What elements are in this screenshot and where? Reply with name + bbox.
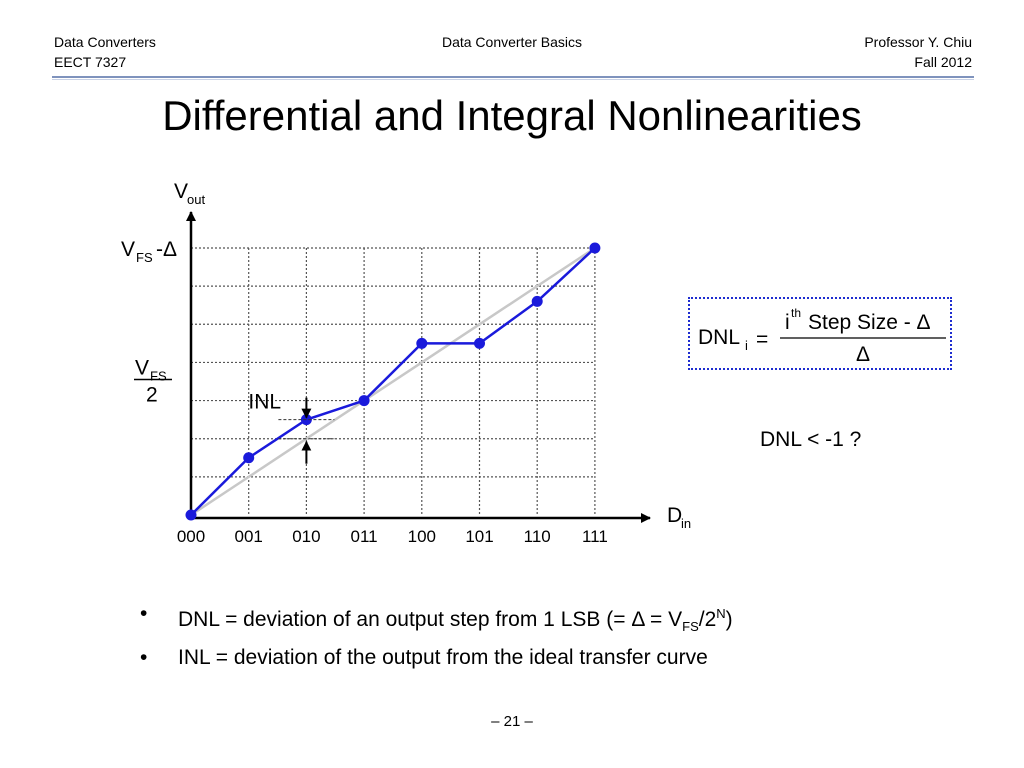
y-tick-half-numerator-subscript: FS: [150, 368, 167, 384]
formula-equals: =: [756, 328, 769, 351]
x-tick-label: 001: [234, 527, 263, 546]
dnl-formula: [690, 299, 950, 368]
course-code: EECT 7327: [54, 54, 127, 70]
bullet-marker: •: [140, 602, 148, 625]
bullet-text-inl: INL = deviation of the output from the ideal transfer curve: [178, 646, 708, 669]
x-tick-label: 010: [292, 527, 321, 546]
bullet-marker: •: [140, 646, 148, 669]
data-point: [589, 243, 600, 254]
formula-denominator: Δ: [856, 343, 871, 366]
y-tick-vfs-minus-delta: V: [121, 238, 136, 261]
dnl-question: DNL < -1 ?: [760, 428, 862, 451]
data-point: [416, 338, 427, 349]
y-tick-half-numerator: V: [135, 356, 150, 380]
x-axis-title: D: [667, 504, 683, 527]
formula-numerator-i: i: [785, 311, 790, 334]
x-tick-label: 111: [581, 527, 608, 546]
data-point: [532, 296, 543, 307]
inl-label: INL: [248, 390, 282, 414]
chart-labels: [121, 180, 691, 546]
x-tick-label: 011: [350, 527, 378, 546]
x-tick-label: 101: [465, 527, 494, 546]
bullet-n-superscript: N: [716, 606, 726, 621]
formula-numerator-rest: Step Size - Δ: [808, 311, 931, 334]
y-tick-half-denominator: 2: [146, 383, 158, 407]
y-axis-title-subscript: out: [187, 192, 206, 207]
x-axis-title-subscript: in: [681, 516, 692, 531]
formula-numerator-sup: th: [791, 306, 802, 320]
bullet-over-2: /2: [698, 608, 717, 631]
instructor-name: Professor Y. Chiu: [864, 34, 972, 50]
inl-annotation: [248, 391, 334, 464]
bullet-item-dnl: [140, 600, 733, 635]
x-tick-label: 110: [523, 527, 551, 546]
formula-lhs: DNL: [698, 326, 741, 349]
data-point: [359, 395, 370, 406]
header-topic: Data Converter Basics: [441, 34, 583, 50]
page-number: – 21 –: [491, 713, 533, 730]
term: Fall 2012: [914, 54, 972, 70]
bullet-item-inl: [140, 644, 733, 672]
bullet-close-paren: ): [725, 608, 733, 631]
ideal-line: [191, 248, 595, 515]
data-point: [186, 510, 197, 521]
y-tick-vfs-subscript: FS: [136, 250, 153, 265]
x-tick-label: 100: [407, 527, 436, 546]
y-tick-minus-delta: -Δ: [156, 238, 178, 261]
data-point: [243, 452, 254, 463]
ideal-transfer-curve: [191, 248, 595, 515]
data-point: [474, 338, 485, 349]
bullet-vfs-subscript: FS: [682, 619, 699, 635]
dnl-formula-box: [688, 297, 952, 370]
bullet-text-dnl: DNL = deviation of an output step from 1 LSB (= Δ = V: [178, 608, 683, 631]
course-title: Data Converters: [54, 34, 156, 50]
x-tick-label: 000: [176, 527, 206, 546]
y-axis-title: V: [174, 180, 189, 203]
bullet-list: [140, 600, 733, 688]
formula-lhs-subscript: i: [745, 338, 748, 353]
slide-title: Differential and Integral Nonlinearities: [162, 92, 862, 139]
